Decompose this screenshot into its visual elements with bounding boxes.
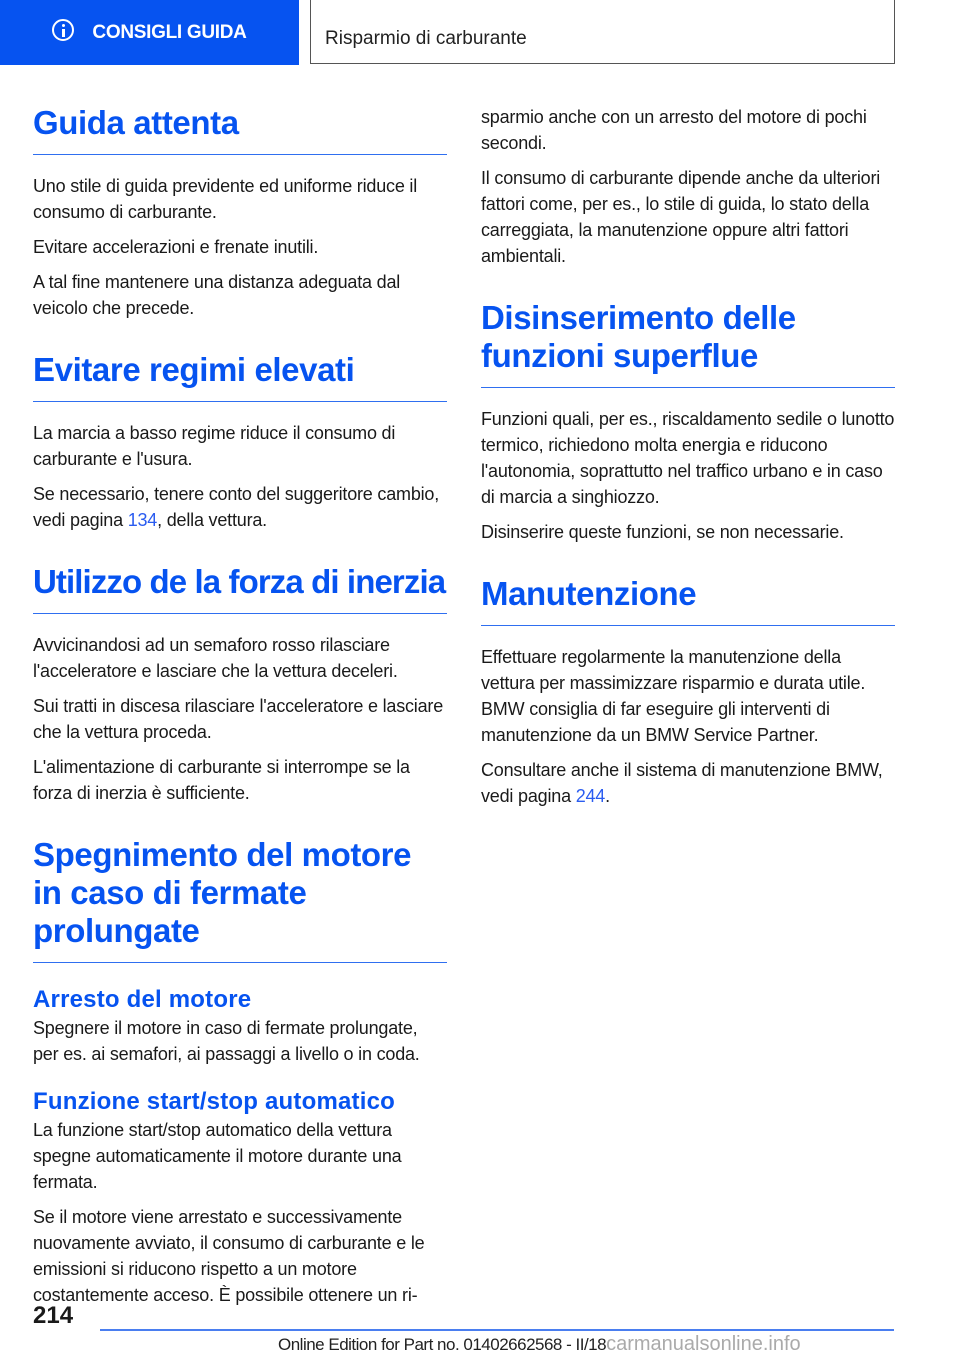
footer-divider <box>100 1329 894 1331</box>
subheading-arresto-motore: Arresto del motore <box>33 986 252 1013</box>
page-number: 214 <box>33 1302 74 1329</box>
info-icon <box>52 19 74 41</box>
paragraph: Il consumo di carburante dipende anche da ulteriori fattori come, per es., lo stile di guida, lo stato della carreggiata, la manutenzione oppure altri fattori ambientali. <box>481 168 881 266</box>
heading-manutenzione: Manutenzione <box>481 575 895 626</box>
text: . <box>605 786 610 806</box>
paragraph: Evitare accelerazioni e frenate inutili. <box>33 237 319 257</box>
text: Se necessario, tenere conto del suggeritore cambio, vedi pagina <box>33 484 440 530</box>
paragraph: Funzioni quali, per es., riscaldamento sedile o lunotto termico, richiedono molta energia e riducono l'autonomia, soprattutto nel traffico urbano e in caso di marcia a singhiozzo. <box>481 409 895 507</box>
page-link-134[interactable]: 134 <box>127 510 158 530</box>
paragraph: Uno stile di guida previdente ed uniforme riduce il consumo di carburante. <box>33 176 418 222</box>
paragraph: A tal fine mantenere una distanza adeguata dal veicolo che precede. <box>33 272 401 318</box>
edition-text: Online Edition for Part no. 01402662568 - II/18 <box>278 1335 607 1354</box>
paragraph: sparmio anche con un arresto del motore di pochi secondi. <box>481 107 867 153</box>
watermark: carmanualsonline.info <box>606 1333 801 1355</box>
heading-disinserimento: Disinserimento delle funzioni superflue <box>481 299 796 374</box>
paragraph: La marcia a basso regime riduce il consumo di carburante e l'usura. <box>33 423 396 469</box>
paragraph: Avvicinandosi ad un semaforo rosso rilasciare l'acceleratore e lasciare che la vettura deceleri. <box>33 635 398 681</box>
heading-guida-attenta: Guida attenta <box>33 104 447 155</box>
right-column <box>481 104 895 809</box>
heading-evitare-regimi: Evitare regimi elevati <box>33 351 447 402</box>
paragraph: La funzione start/stop automatico della vettura spegne automaticamente il motore durante una fermata. <box>33 1120 402 1192</box>
section-header-box <box>310 0 895 64</box>
paragraph: Disinserire queste funzioni, se non necessarie. <box>481 522 844 542</box>
heading-forza-inerzia: Utilizzo de la forza di inerzia <box>33 563 447 614</box>
paragraph: L'alimentazione di carburante si interrompe se la forza di inerzia è sufficiente. <box>33 757 410 803</box>
subheading-start-stop: Funzione start/stop automatico <box>33 1088 396 1115</box>
text: , della vettura. <box>157 510 267 530</box>
paragraph <box>33 481 447 533</box>
text: Consultare anche il sistema di manutenzione BMW, vedi pagina <box>481 760 883 806</box>
footer-edition <box>278 1333 801 1356</box>
chapter-tab[interactable] <box>0 0 299 65</box>
section-title: Risparmio di carburante <box>325 28 527 49</box>
paragraph: Se il motore viene arrestato e successivamente nuovamente avviato, il consumo di carburante e le emissioni si riducono rispetto a un motore costantemente acceso. È possibile ottenere un ri- <box>33 1207 425 1305</box>
paragraph: Effettuare regolarmente la manutenzione della vettura per massimizzare risparmio e durata utile. BMW consiglia di far eseguire gli interventi di manutenzione da un BMW Service Partner. <box>481 647 866 745</box>
heading-spegnimento-motore: Spegnimento del motore in caso di fermate prolungate <box>33 836 447 963</box>
paragraph <box>481 757 895 809</box>
page-link-244[interactable]: 244 <box>575 786 606 806</box>
left-column <box>33 104 447 1308</box>
chapter-tab-label: CONSIGLI GUIDA <box>92 21 247 43</box>
paragraph: Sui tratti in discesa rilasciare l'acceleratore e lasciare che la vettura proceda. <box>33 696 444 742</box>
paragraph: Spegnere il motore in caso di fermate prolungate, per es. ai semafori, ai passaggi a livello o in coda. <box>33 1018 420 1064</box>
